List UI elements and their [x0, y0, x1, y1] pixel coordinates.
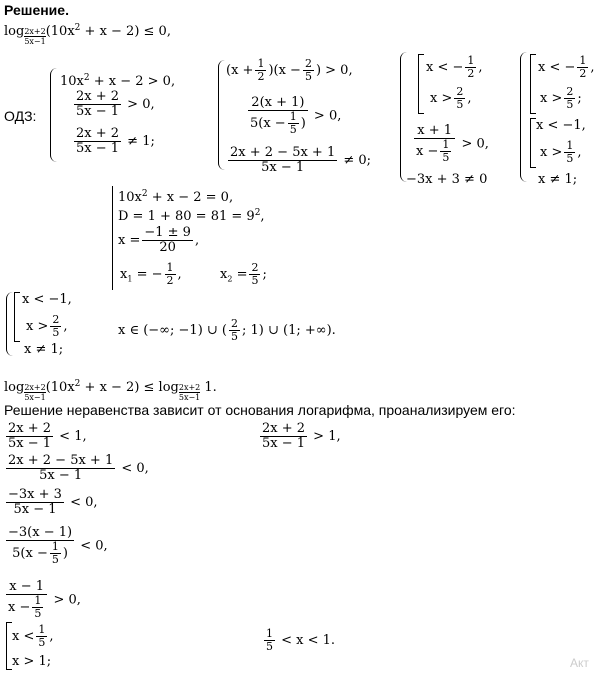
case1-step-4: −3(x − 1) 5(x − $\frac{1}{5}$ ) < 0,	[8, 525, 108, 566]
system2-row-2: 2(x + 1) 5(x − $\frac{1}{5}$ ) > 0,	[250, 95, 342, 136]
system3-row-1: x < − $\frac{1}{2}$ ,	[426, 54, 483, 80]
system4-row-5: x ≠ 1;	[538, 172, 578, 187]
main-inequality: log $\frac{2x+2}{5x-1}$ $(10x^2 + x - 2) \le 0$,	[4, 23, 171, 46]
watermark: Акт	[570, 656, 589, 670]
case1-answer-1: x < $\frac{1}{5}$ ,	[12, 623, 54, 649]
domain-union: x ∈ (−∞; −1) ∪ ( $\frac{2}{5}$ ; 1) ∪ (1; +∞).	[118, 317, 336, 343]
odz-cond-3: $\frac{2x + 2}{5x - 1}$ ≠ 1;	[76, 126, 155, 156]
odz-cond-2: $\frac{2x + 2}{5x - 1}$ > 0,	[76, 89, 155, 119]
system2-row-3: $\frac{2x + 2 - 5x + 1}{5x - 1}$ ≠ 0;	[230, 145, 372, 175]
odz-brace	[50, 68, 57, 162]
system4-brace	[520, 52, 527, 182]
result-row-2: x > $\frac{2}{5}$ ,	[26, 313, 68, 339]
system4-row-1: x < − $\frac{1}{2}$ ,	[538, 54, 595, 80]
odz-cond-1: $10x^2 + x - 2 > 0$,	[60, 73, 176, 89]
result-brace	[6, 292, 13, 356]
system4-row-4: x > $\frac{1}{5}$ ,	[540, 139, 582, 165]
result-row-1: x < −1,	[22, 292, 72, 307]
analysis-note: Решение неравенства зависит от основания логарифма, проанализируем его:	[4, 402, 516, 418]
case2-step-1: $\frac{2x + 2}{5x - 1}$ > 1,	[262, 421, 341, 451]
result-row-3: x ≠ 1;	[24, 342, 64, 357]
case1-answer-2: x > 1;	[12, 654, 52, 669]
quadratic-bar	[112, 186, 113, 290]
section-heading: Решение.	[4, 2, 69, 18]
quadratic-eq: $10x^2 + x - 2 = 0$,	[118, 189, 234, 205]
system4-row-3: x < −1,	[536, 118, 586, 133]
system2-brace	[218, 60, 225, 170]
case2-answer: $\frac{1}{5}$ < x < 1.	[266, 627, 336, 653]
root-x1: $x_1$ = − $\frac{1}{2}$ ,	[120, 261, 182, 287]
system4-row-2: x > $\frac{2}{5}$ ;	[540, 85, 582, 111]
case1-step-3: $\frac{-3x + 3}{5x - 1}$ < 0,	[8, 487, 98, 517]
odz-label: ОДЗ:	[4, 108, 37, 124]
system4-bracket-1	[530, 54, 536, 114]
result-bracket	[14, 292, 20, 342]
system3-bracket	[418, 54, 424, 114]
system3-row-2: x > $\frac{2}{5}$ ,	[430, 85, 472, 111]
rewritten-inequality: log $\frac{2x+2}{5x-1}$ $(10x^2 + x - 2) \le \log$ $\frac{2x+2}{5x-1}$ 1.	[4, 379, 217, 402]
roots-formula: x = $\frac{-1 \pm 9}{20}$ ,	[118, 225, 200, 255]
system2-row-1: (x + $\frac{1}{2}$ )(x − $\frac{2}{5}$ ) > 0,	[226, 57, 353, 83]
case1-step-2: $\frac{2x + 2 - 5x + 1}{5x - 1}$ < 0,	[8, 453, 149, 483]
case1-step-1: $\frac{2x + 2}{5x - 1}$ < 1,	[8, 421, 87, 451]
system3-row-4: −3x + 3 ≠ 0	[406, 172, 488, 187]
root-x2: $x_2$ = $\frac{2}{5}$ ;	[220, 261, 267, 287]
case1-step-5: x − 1 x − $\frac{1}{5}$ > 0,	[8, 579, 81, 620]
system3-brace	[400, 52, 407, 182]
system3-row-3: x + 1 x − $\frac{1}{5}$ > 0,	[416, 123, 489, 164]
discriminant: $D = 1 + 80 = 81 = 9^2$,	[118, 208, 265, 224]
